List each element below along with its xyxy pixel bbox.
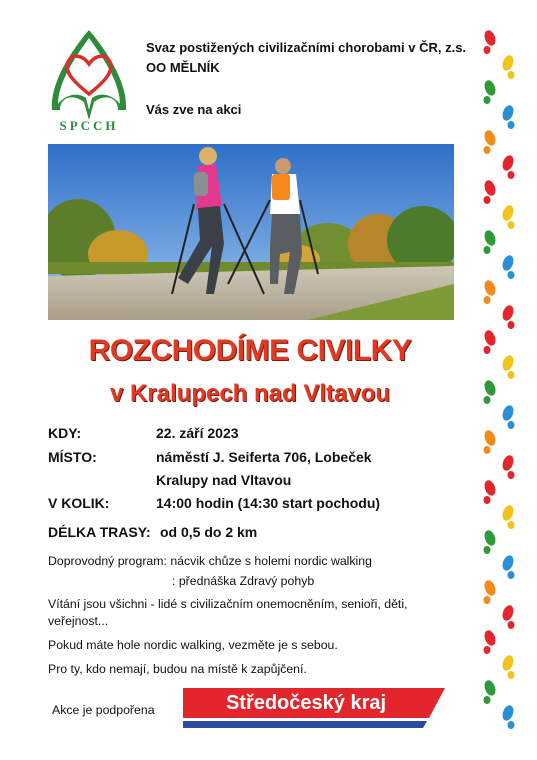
footprint-icon [483,429,498,454]
place-value-city: Kralupy nad Vltavou [156,472,292,488]
footprint-icon [483,679,498,704]
footprint-icon [483,279,498,304]
logo-text: SPCCH [59,118,119,133]
footprint-icon [501,704,516,729]
welcome-text-cont: veřejnost... [48,614,109,628]
footprint-icon [501,604,516,629]
sponsor-name: Středočeský kraj [225,692,387,714]
footprint-icon [483,129,498,154]
footprint-icon [501,54,516,79]
footprint-icon [483,379,498,404]
footprint-icon [501,104,516,129]
welcome-text: Vítání jsou všichni - lidé s civilizačním onemocněním, senioři, děti, [48,597,408,611]
footprint-icon [483,30,498,54]
footprint-icon [483,79,498,104]
footprint-icon [483,629,498,654]
footprint-icon [501,554,516,579]
footprints-decoration [478,30,524,740]
time-label: V KOLIK: [48,495,110,511]
footprint-icon [483,329,498,354]
when-value: 22. září 2023 [156,425,239,441]
footprint-icon [501,654,516,679]
footprint-icon [501,204,516,229]
length-value: od 0,5 do 2 km [160,524,258,540]
event-subtitle: v Kralupech nad Vltavou [109,380,391,407]
time-value: 14:00 hodin (14:30 start pochodu) [156,495,381,511]
length-label: DÉLKA TRASY: [48,524,151,540]
program-line-lecture: : přednáška Zdravý pohyb [172,574,315,588]
lending-note: Pro ty, kdo nemají, budou na místě k zapůjčení. [48,662,307,676]
sponsor-logo [183,688,445,734]
footprint-icon [483,529,498,554]
event-title: ROZCHODÍME CIVILKY [88,334,412,367]
poles-note: Pokud máte hole nordic walking, vezměte je s sebou. [48,638,338,652]
footprint-icon [501,304,516,329]
footprint-icon [501,504,516,529]
footprint-icon [501,354,516,379]
footprint-icon [483,579,498,604]
organization-name: Svaz postižených civilizačními chorobami v ČR, z.s. [146,40,467,55]
footprint-icon [483,179,498,204]
invite-text: Vás zve na akci [146,102,242,117]
footprint-icon [501,454,516,479]
program-line: Doprovodný program: nácvik chůze s holemi nordic walking [48,554,372,568]
footprint-icon [501,404,516,429]
place-value: náměstí J. Seiferta 706, Lobeček [156,449,372,465]
nordic-walking-photo [48,144,454,320]
footprint-icon [483,479,498,504]
organization-branch: OO MĚLNÍK [146,60,220,75]
when-label: KDY: [48,425,82,441]
footprint-icon [501,154,516,179]
footprint-icon [501,254,516,279]
place-label: MÍSTO: [48,449,97,465]
footprint-icon [483,229,498,254]
support-text: Akce je podpořena [52,703,155,717]
